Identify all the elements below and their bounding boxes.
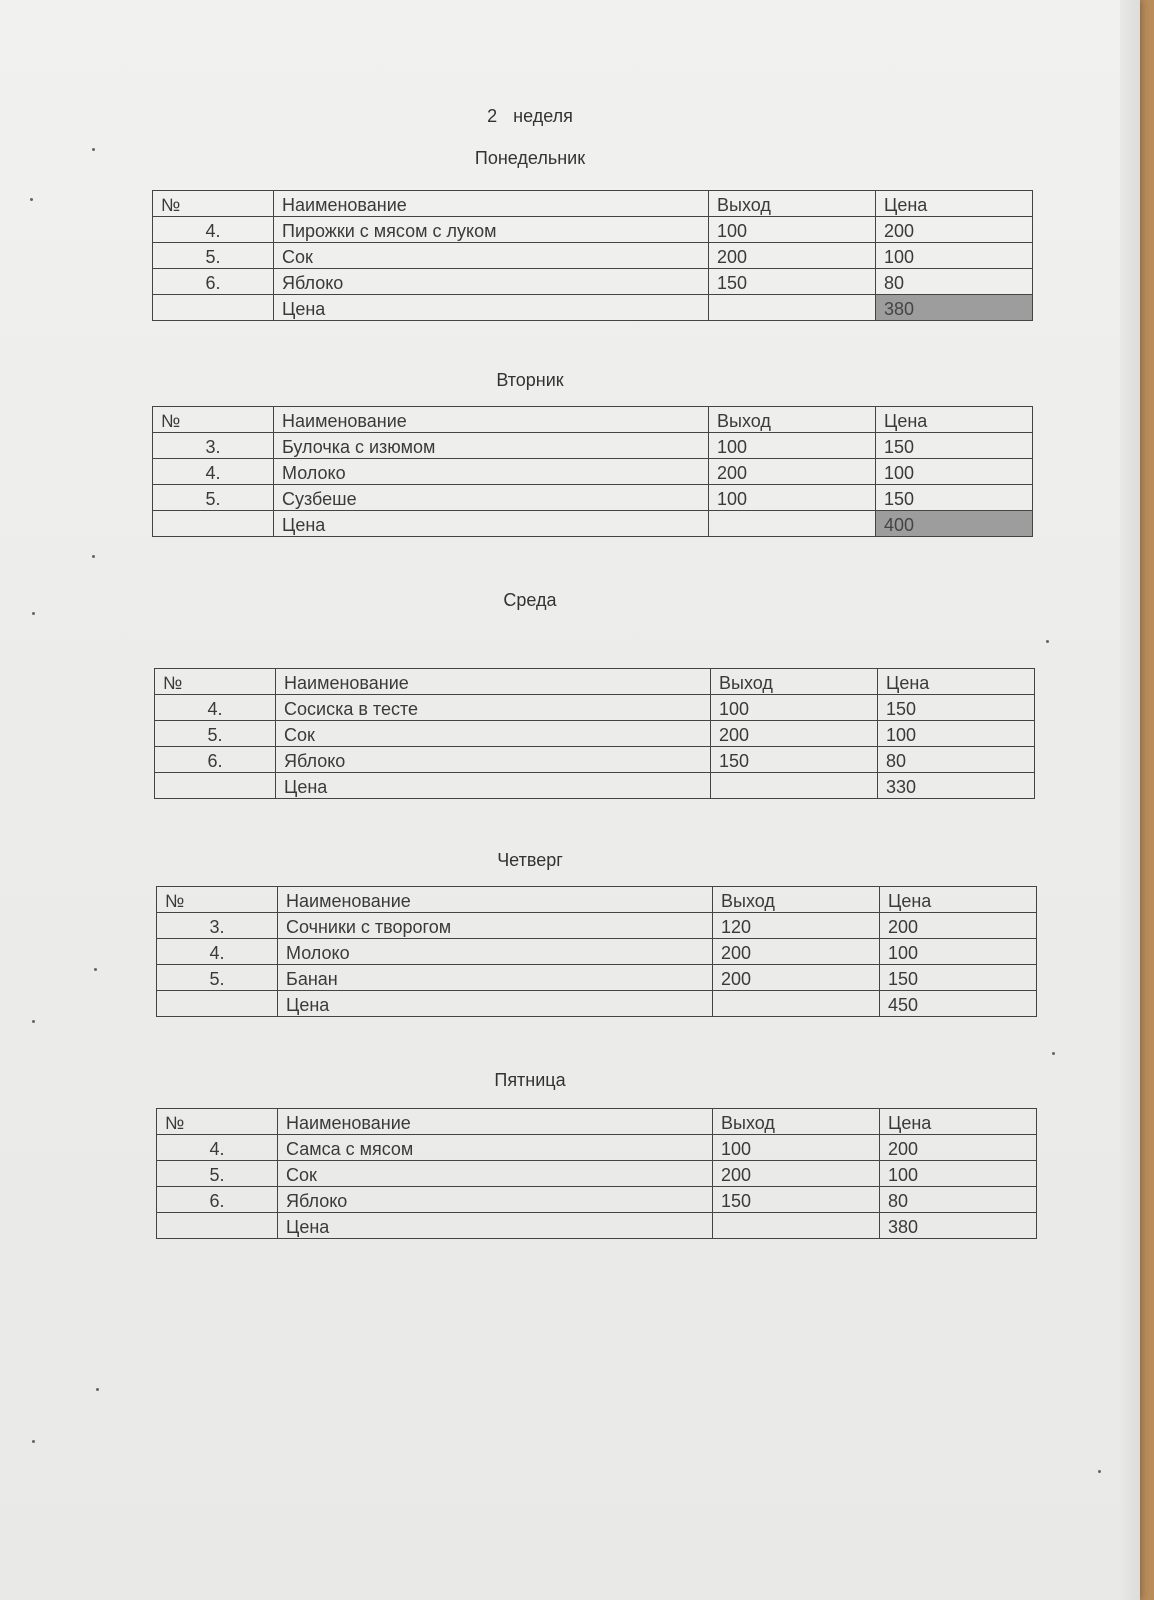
row-name: Сочники с творогом	[278, 913, 713, 939]
total-blank	[713, 1213, 880, 1239]
row-output: 200	[713, 939, 880, 965]
total-blank	[157, 1213, 278, 1239]
week-number: 2	[487, 106, 498, 126]
row-name: Сузбеше	[274, 485, 709, 511]
header-output: Выход	[709, 407, 876, 433]
header-output: Выход	[711, 669, 878, 695]
row-price: 150	[876, 433, 1033, 459]
row-no: 3.	[157, 913, 278, 939]
row-no: 5.	[153, 485, 274, 511]
day-title-monday: Понедельник	[474, 148, 586, 168]
total-blank	[157, 991, 278, 1017]
table-row	[153, 485, 1033, 511]
row-price: 80	[878, 747, 1035, 773]
paper-speck	[30, 198, 33, 201]
row-name: Булочка с изюмом	[274, 433, 709, 459]
table-row	[157, 913, 1037, 939]
row-no: 4.	[155, 695, 276, 721]
paper-speck	[96, 1388, 99, 1391]
paper-speck	[94, 968, 97, 971]
row-output: 150	[709, 269, 876, 295]
paper-speck	[32, 1440, 35, 1443]
row-no: 5.	[153, 243, 274, 269]
table-header-row	[155, 669, 1035, 695]
row-name: Молоко	[278, 939, 713, 965]
row-name: Яблоко	[276, 747, 711, 773]
table-row	[153, 269, 1033, 295]
total-label: Цена	[274, 511, 709, 537]
total-value: 450	[880, 991, 1037, 1017]
row-output: 120	[713, 913, 880, 939]
day-title-tuesday: Вторник	[496, 370, 564, 390]
header-price: Цена	[880, 887, 1037, 913]
table-row	[155, 721, 1035, 747]
row-name: Молоко	[274, 459, 709, 485]
row-price: 200	[876, 217, 1033, 243]
row-output: 150	[711, 747, 878, 773]
paper-speck	[32, 612, 35, 615]
row-no: 6.	[153, 269, 274, 295]
header-output: Выход	[713, 1109, 880, 1135]
total-blank	[713, 991, 880, 1017]
table-row	[155, 695, 1035, 721]
row-name: Банан	[278, 965, 713, 991]
row-name: Сок	[276, 721, 711, 747]
row-name: Яблоко	[274, 269, 709, 295]
table-total-row	[153, 295, 1033, 321]
row-output: 200	[713, 1161, 880, 1187]
row-no: 4.	[153, 217, 274, 243]
header-name: Наименование	[278, 1109, 713, 1135]
row-name: Пирожки с мясом с луком	[274, 217, 709, 243]
week-word: неделя	[513, 106, 573, 126]
menu-table-wednesday	[154, 668, 1035, 799]
row-output: 100	[709, 217, 876, 243]
row-name: Яблоко	[278, 1187, 713, 1213]
table-header-row	[157, 887, 1037, 913]
total-blank	[153, 511, 274, 537]
row-output: 200	[709, 459, 876, 485]
total-value: 400	[876, 511, 1033, 537]
row-output: 150	[713, 1187, 880, 1213]
table-row	[157, 1135, 1037, 1161]
row-name: Самса с мясом	[278, 1135, 713, 1161]
table-total-row	[153, 511, 1033, 537]
table-row	[157, 965, 1037, 991]
paper-speck	[92, 148, 95, 151]
total-blank	[155, 773, 276, 799]
row-output: 200	[709, 243, 876, 269]
total-value: 380	[880, 1213, 1037, 1239]
total-value: 380	[876, 295, 1033, 321]
paper-edge	[1120, 0, 1140, 1600]
row-name: Сок	[278, 1161, 713, 1187]
row-output: 100	[713, 1135, 880, 1161]
total-label: Цена	[278, 991, 713, 1017]
row-price: 100	[876, 459, 1033, 485]
table-row	[157, 939, 1037, 965]
row-price: 80	[876, 269, 1033, 295]
total-value: 330	[878, 773, 1035, 799]
row-name: Сок	[274, 243, 709, 269]
header-price: Цена	[876, 191, 1033, 217]
row-output: 200	[713, 965, 880, 991]
paper-speck	[32, 1020, 35, 1023]
table-row	[155, 747, 1035, 773]
paper-speck	[92, 555, 95, 558]
total-blank	[709, 295, 876, 321]
header-no: №	[157, 1109, 278, 1135]
row-no: 4.	[157, 1135, 278, 1161]
table-header-row	[153, 191, 1033, 217]
table-row	[153, 433, 1033, 459]
row-no: 5.	[155, 721, 276, 747]
row-output: 200	[711, 721, 878, 747]
menu-table-monday	[152, 190, 1033, 321]
paper-speck	[1098, 1470, 1101, 1473]
menu-table-thursday	[156, 886, 1037, 1017]
table-header-row	[157, 1109, 1037, 1135]
table-row	[153, 217, 1033, 243]
row-price: 150	[878, 695, 1035, 721]
row-price: 150	[876, 485, 1033, 511]
paper-speck	[1046, 640, 1049, 643]
total-blank	[709, 511, 876, 537]
total-blank	[153, 295, 274, 321]
row-output: 100	[711, 695, 878, 721]
menu-table-friday	[156, 1108, 1037, 1239]
table-row	[157, 1161, 1037, 1187]
total-label: Цена	[278, 1213, 713, 1239]
row-no: 4.	[153, 459, 274, 485]
header-price: Цена	[878, 669, 1035, 695]
table-total-row	[155, 773, 1035, 799]
day-title-thursday: Четверг	[497, 850, 563, 870]
row-no: 6.	[157, 1187, 278, 1213]
header-no: №	[155, 669, 276, 695]
total-blank	[711, 773, 878, 799]
total-label: Цена	[274, 295, 709, 321]
header-price: Цена	[876, 407, 1033, 433]
row-output: 100	[709, 433, 876, 459]
table-row	[157, 1187, 1037, 1213]
header-no: №	[157, 887, 278, 913]
row-price: 200	[880, 1135, 1037, 1161]
row-no: 5.	[157, 965, 278, 991]
row-price: 100	[876, 243, 1033, 269]
header-output: Выход	[713, 887, 880, 913]
table-row	[153, 459, 1033, 485]
header-name: Наименование	[274, 407, 709, 433]
row-no: 4.	[157, 939, 278, 965]
row-price: 100	[880, 1161, 1037, 1187]
day-title-friday: Пятница	[494, 1070, 566, 1090]
row-price: 200	[880, 913, 1037, 939]
row-price: 100	[880, 939, 1037, 965]
table-row	[153, 243, 1033, 269]
total-label: Цена	[276, 773, 711, 799]
header-no: №	[153, 191, 274, 217]
week-title	[0, 106, 1060, 127]
header-output: Выход	[709, 191, 876, 217]
row-output: 100	[709, 485, 876, 511]
row-no: 6.	[155, 747, 276, 773]
day-title-wednesday: Среда	[503, 590, 557, 610]
row-no: 3.	[153, 433, 274, 459]
row-price: 80	[880, 1187, 1037, 1213]
header-name: Наименование	[278, 887, 713, 913]
header-no: №	[153, 407, 274, 433]
row-no: 5.	[157, 1161, 278, 1187]
row-price: 150	[880, 965, 1037, 991]
table-header-row	[153, 407, 1033, 433]
row-price: 100	[878, 721, 1035, 747]
header-name: Наименование	[276, 669, 711, 695]
row-name: Сосиска в тесте	[276, 695, 711, 721]
paper-speck	[1052, 1052, 1055, 1055]
table-total-row	[157, 991, 1037, 1017]
header-name: Наименование	[274, 191, 709, 217]
header-price: Цена	[880, 1109, 1037, 1135]
table-total-row	[157, 1213, 1037, 1239]
menu-table-tuesday	[152, 406, 1033, 537]
